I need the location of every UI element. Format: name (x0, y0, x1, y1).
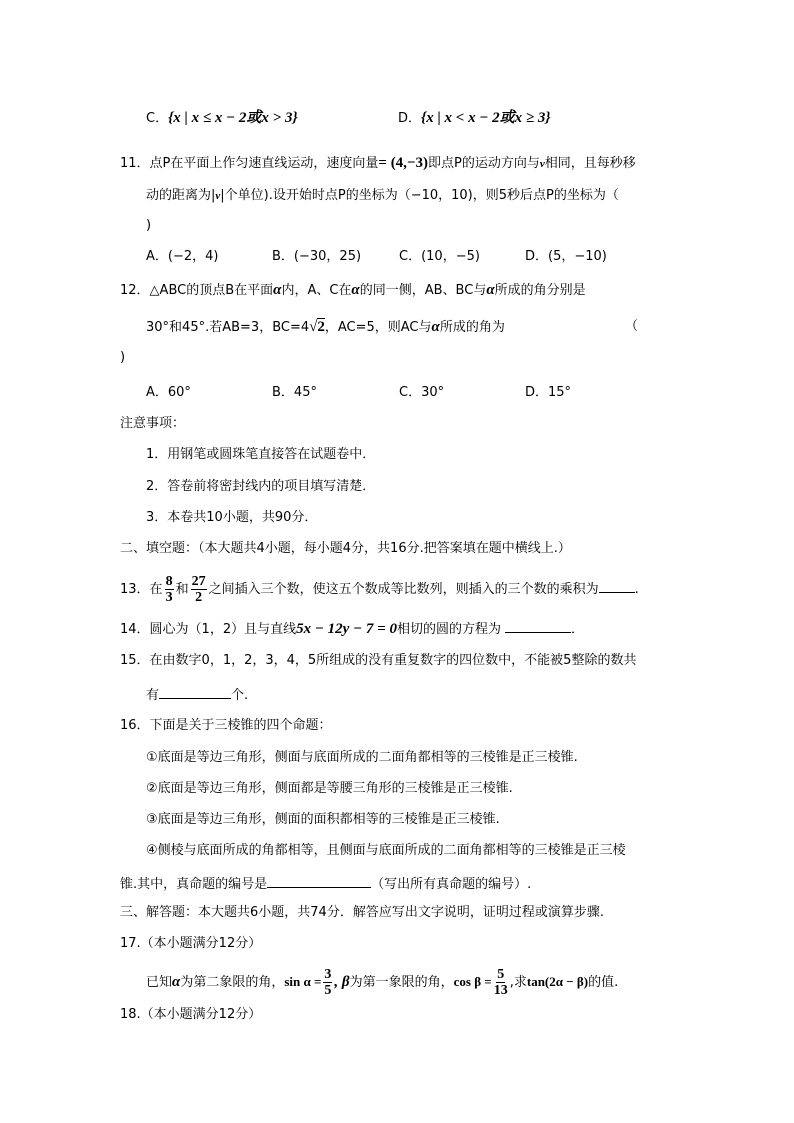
math-alpha: α (273, 282, 282, 298)
text: 所成的角为 (439, 320, 505, 335)
math: v (215, 190, 221, 202)
math-set: {x | x < x − 2或x ≥ 3} (421, 110, 551, 126)
q12-option-a: A．60° (146, 385, 191, 400)
math: v (539, 158, 545, 170)
answer-blank[interactable] (599, 578, 635, 593)
math: = (4,−3) (378, 155, 428, 171)
math-sqrt: √2 (309, 319, 325, 335)
q12-line1 (120, 281, 586, 300)
q16-item: ①底面是等边三角形，侧面与底面所成的二面角都相等的三棱锥是正三棱锥. (146, 750, 578, 765)
notes-title: 注意事项： (120, 416, 186, 431)
text: 在 (149, 582, 163, 597)
text: △ABC的顶点B在平面 (149, 283, 274, 298)
sqrt-radicand: 2 (317, 319, 325, 335)
q17-body (146, 967, 618, 998)
math-alpha: α (486, 282, 495, 298)
text: 的值. (588, 975, 619, 990)
text: 相切的圆的方程为 (396, 622, 501, 637)
math: sin α = (284, 974, 322, 989)
section-2-heading: 二、填空题：（本大题共4小题，每小题4分，共16分.把答案填在题中横线上.） (120, 541, 571, 556)
q12-option-d: D．15° (525, 385, 572, 400)
q14 (120, 618, 584, 639)
q10-option-c (146, 109, 298, 128)
text: ，AC=5，则AC与 (324, 320, 432, 335)
answer-blank[interactable] (159, 684, 231, 699)
q11-option-c: C．(10，−5) (399, 249, 480, 264)
text: 点P在平面上作匀速直线运动，速度向量 (149, 156, 379, 171)
q16-intro (120, 717, 332, 735)
text: 即点P的运动方向与 (427, 156, 540, 171)
fraction (165, 574, 174, 605)
text: 和 (175, 582, 189, 597)
math: tan(2α − β) (526, 974, 589, 989)
text: 个. (231, 688, 249, 703)
numerator: 27 (191, 574, 206, 589)
math-beta: , β (334, 974, 350, 990)
q18-heading: 18.（本小题满分12分） (120, 1007, 262, 1022)
answer-blank[interactable] (267, 873, 371, 888)
q16-item: ④侧棱与底面所成的角都相等，且侧面与底面所成的二面角都相等的三棱锥是正三棱 (146, 843, 626, 858)
answer-blank[interactable] (505, 618, 571, 633)
denominator: 2 (195, 590, 203, 605)
q11-option-d: D．(5，−10) (525, 249, 607, 264)
notes-item: 2．答卷前将密封线内的项目填写清楚． (146, 479, 376, 494)
q11-line3: ) (146, 218, 152, 233)
q17-heading: 17.（本小题满分12分） (120, 936, 262, 951)
q13 (120, 574, 639, 605)
fraction (323, 967, 332, 998)
text: 所成的角分别是 (494, 283, 586, 298)
q11-line1 (120, 154, 636, 173)
math-alpha: α (431, 319, 440, 335)
q15-line2 (146, 684, 248, 705)
question-number: 13． (120, 582, 150, 597)
text: 下面是关于三棱锥的四个命题： (149, 718, 332, 733)
denominator: 3 (165, 590, 173, 605)
text: 有 (146, 688, 160, 703)
math-equation: 5x − 12y − 7 = 0 (296, 621, 397, 637)
q16-item: ③底面是等边三角形，侧面的面积都相等的三棱锥是正三棱锥. (146, 812, 500, 827)
question-number: 12． (120, 283, 150, 298)
question-number: 16． (120, 718, 150, 733)
text: 圆心为（1，2）且与直线 (149, 622, 297, 637)
text: 为第二象限的角， (180, 975, 285, 990)
text: |个单位).设开始时点P的坐标为（−10，10)，则5秒后点P的坐标为（ (220, 188, 619, 203)
q12-paren-open: （ (625, 319, 639, 334)
option-label: C． (146, 111, 169, 126)
notes-item: 1．用钢笔或圆珠笔直接答在试题卷中． (146, 447, 376, 462)
q12-option-b: B．45° (272, 385, 317, 400)
q11-option-b: B．(−30，25) (272, 249, 362, 264)
q16-item: ②底面是等边三角形，侧面都是等腰三角形的三棱锥是正三棱锥. (146, 781, 513, 796)
math-alpha: α (172, 974, 181, 990)
q16-last (120, 873, 531, 894)
q10-option-d (398, 109, 551, 128)
denominator: 5 (324, 983, 332, 998)
math: cos β = (453, 974, 492, 989)
text: 相同，且每秒移 (544, 156, 636, 171)
text: 的同一侧，AB、BC与 (359, 283, 487, 298)
option-label: D． (398, 111, 422, 126)
question-number: 11． (120, 156, 150, 171)
fraction (494, 967, 508, 998)
q12-line2 (146, 318, 505, 337)
q12-paren-close: ) (120, 350, 126, 365)
q15-line1 (120, 652, 636, 670)
question-number: 14． (120, 622, 150, 637)
numerator: 5 (497, 967, 505, 982)
numerator: 3 (324, 967, 332, 982)
text: 内，A、C在 (281, 283, 352, 298)
numerator: 8 (165, 574, 173, 589)
text: 为第一象限的角， (349, 975, 454, 990)
denominator: 13 (493, 983, 508, 998)
text: 已知 (146, 975, 173, 990)
fraction (191, 574, 207, 605)
text: . (634, 582, 639, 597)
notes-item: 3．本卷共10小题，共90分． (146, 510, 318, 525)
q12-option-c: C．30° (399, 385, 445, 400)
text: 30°和45°.若AB=3，BC=4 (146, 320, 310, 335)
text: （写出所有真命题的编号）. (371, 877, 532, 892)
math-set: {x | x ≤ x − 2或x > 3} (168, 110, 298, 126)
q11-line2 (146, 187, 619, 205)
section-3-heading: 三、解答题：本大题共6小题，共74分．解答应写出文字说明，证明过程或演算步骤. (120, 905, 604, 920)
text: ． (571, 622, 585, 637)
text: 动的距离为| (146, 188, 216, 203)
text: 在由数字0，1，2，3，4，5所组成的没有重复数字的四位数中，不能被5整除的数共 (149, 653, 637, 668)
text: ,求 (509, 975, 527, 990)
text: 锥.其中，真命题的编号是 (120, 877, 268, 892)
math-alpha: α (351, 282, 360, 298)
text: 之间插入三个数，使这五个数成等比数列，则插入的三个数的乘积为 (208, 582, 599, 597)
question-number: 15． (120, 653, 150, 668)
q11-option-a: A．(−2，4) (146, 249, 219, 264)
